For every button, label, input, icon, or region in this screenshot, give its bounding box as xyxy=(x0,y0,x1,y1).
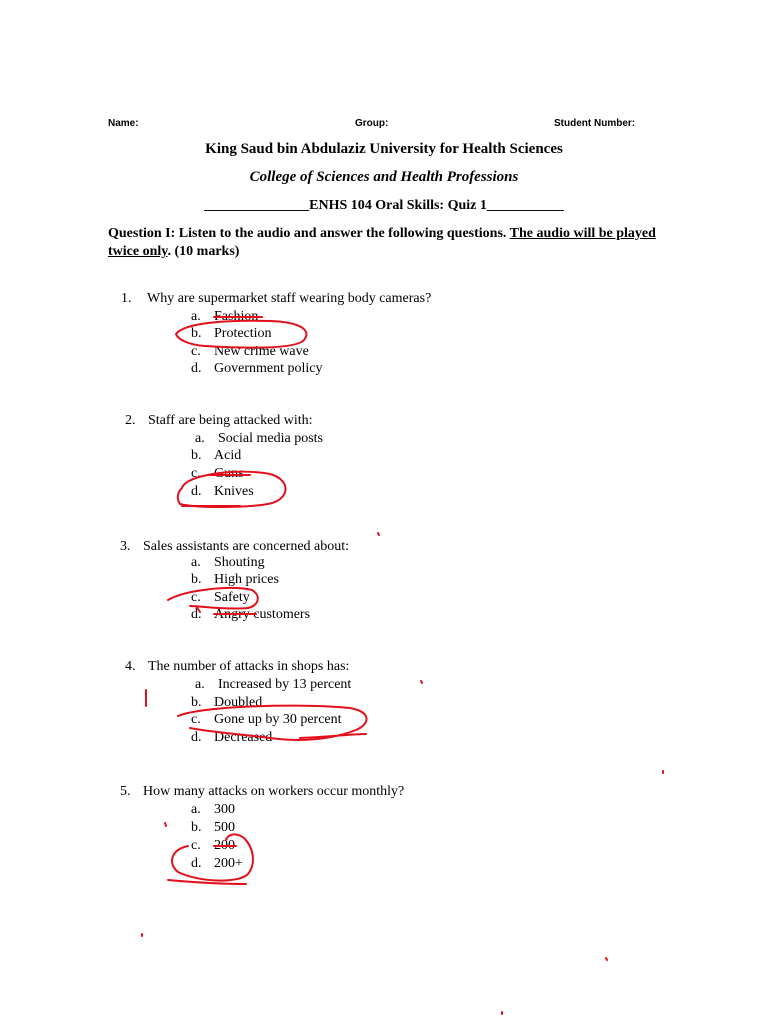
q2-option-d-letter: d. xyxy=(191,484,202,499)
course-title: _______________ENHS 104 Oral Skills: Quiz 1___________ xyxy=(204,198,564,213)
ink-dot-1 xyxy=(378,533,379,535)
instruction-prefix: Question I: Listen to the audio and answer the following questions. xyxy=(108,226,510,241)
q3-option-b-letter: b. xyxy=(191,572,202,587)
college-title: College of Sciences and Health Professions xyxy=(249,169,519,185)
q2-option-c-letter: c. xyxy=(191,466,201,481)
student-number-label: Student Number: xyxy=(554,118,636,129)
question-5-number: 5. xyxy=(120,784,131,799)
question-1-number: 1. xyxy=(121,291,132,306)
q5-option-c-text: 200 xyxy=(214,838,235,853)
q4-option-d-text: Decreased xyxy=(214,730,273,745)
question-3-text: Sales assistants are concerned about: xyxy=(143,539,350,554)
q2-option-b-text: Acid xyxy=(214,448,242,463)
instruction-underlined: The audio will be played twice only xyxy=(108,226,656,259)
q4-option-a-letter: a. xyxy=(195,677,205,692)
q3-option-d-text: Angry customers xyxy=(214,607,311,622)
name-label: Name: xyxy=(108,118,139,129)
question-5-text: How many attacks on workers occur monthly? xyxy=(143,784,405,799)
q5-option-b-text: 500 xyxy=(214,820,235,835)
q4-option-b-text: Doubled xyxy=(214,695,263,710)
q1-option-d-text: Government policy xyxy=(214,361,323,376)
q4-option-b-letter: b. xyxy=(191,695,202,710)
q2-option-a-letter: a. xyxy=(195,431,205,446)
q5-option-a-text: 300 xyxy=(214,802,235,817)
q4-option-a-text: Increased by 13 percent xyxy=(218,677,352,692)
q2-option-b-letter: b. xyxy=(191,448,202,463)
ink-dot-4 xyxy=(165,823,166,826)
q1-option-b-letter: b. xyxy=(191,326,202,341)
q4-underline-mark xyxy=(300,734,366,738)
q1-option-c-text: New crime wave xyxy=(214,344,309,359)
q5-underline-mark xyxy=(168,880,246,884)
instruction xyxy=(108,225,668,261)
question-3-number: 3. xyxy=(120,539,131,554)
q4-option-c-letter: c. xyxy=(191,712,201,727)
q2-option-a-text: Social media posts xyxy=(218,431,323,446)
q3-option-d-letter: d. xyxy=(191,607,202,622)
q3-option-b-text: High prices xyxy=(214,572,279,587)
ink-dot-6 xyxy=(606,958,607,960)
q2-option-d-text: Knives xyxy=(214,484,254,499)
q1-option-a-text: Fashion xyxy=(214,309,259,324)
q1-option-a-letter: a. xyxy=(191,309,201,324)
q5-option-d-text: 200+ xyxy=(214,856,243,871)
ink-dot-2 xyxy=(421,681,422,683)
q5-option-c-letter: c. xyxy=(191,838,201,853)
q5-option-a-letter: a. xyxy=(191,802,201,817)
question-4-number: 4. xyxy=(125,659,136,674)
q1-option-b-text: Protection xyxy=(214,326,272,341)
university-title: King Saud bin Abdulaziz University for Health Sciences xyxy=(205,141,563,157)
group-label: Group: xyxy=(355,118,389,129)
question-2-number: 2. xyxy=(125,413,136,428)
q4-option-c-text: Gone up by 30 percent xyxy=(214,712,342,727)
q1-option-c-letter: c. xyxy=(191,344,201,359)
q3-option-c-text: Safety xyxy=(214,590,250,605)
instruction-suffix: . (10 marks) xyxy=(167,244,240,259)
q1-option-d-letter: d. xyxy=(191,361,202,376)
q3-option-c-letter: c. xyxy=(191,590,201,605)
q5-option-b-letter: b. xyxy=(191,820,202,835)
q5-option-d-letter: d. xyxy=(191,856,202,871)
q2-option-c-text: Guns xyxy=(214,466,244,481)
q3-option-a-letter: a. xyxy=(191,555,201,570)
q4-option-d-letter: d. xyxy=(191,730,202,745)
q3-option-a-text: Shouting xyxy=(214,555,265,570)
question-1-text: Why are supermarket staff wearing body cameras? xyxy=(147,291,432,306)
question-4-text: The number of attacks in shops has: xyxy=(148,659,350,674)
question-2-text: Staff are being attacked with: xyxy=(148,413,313,428)
